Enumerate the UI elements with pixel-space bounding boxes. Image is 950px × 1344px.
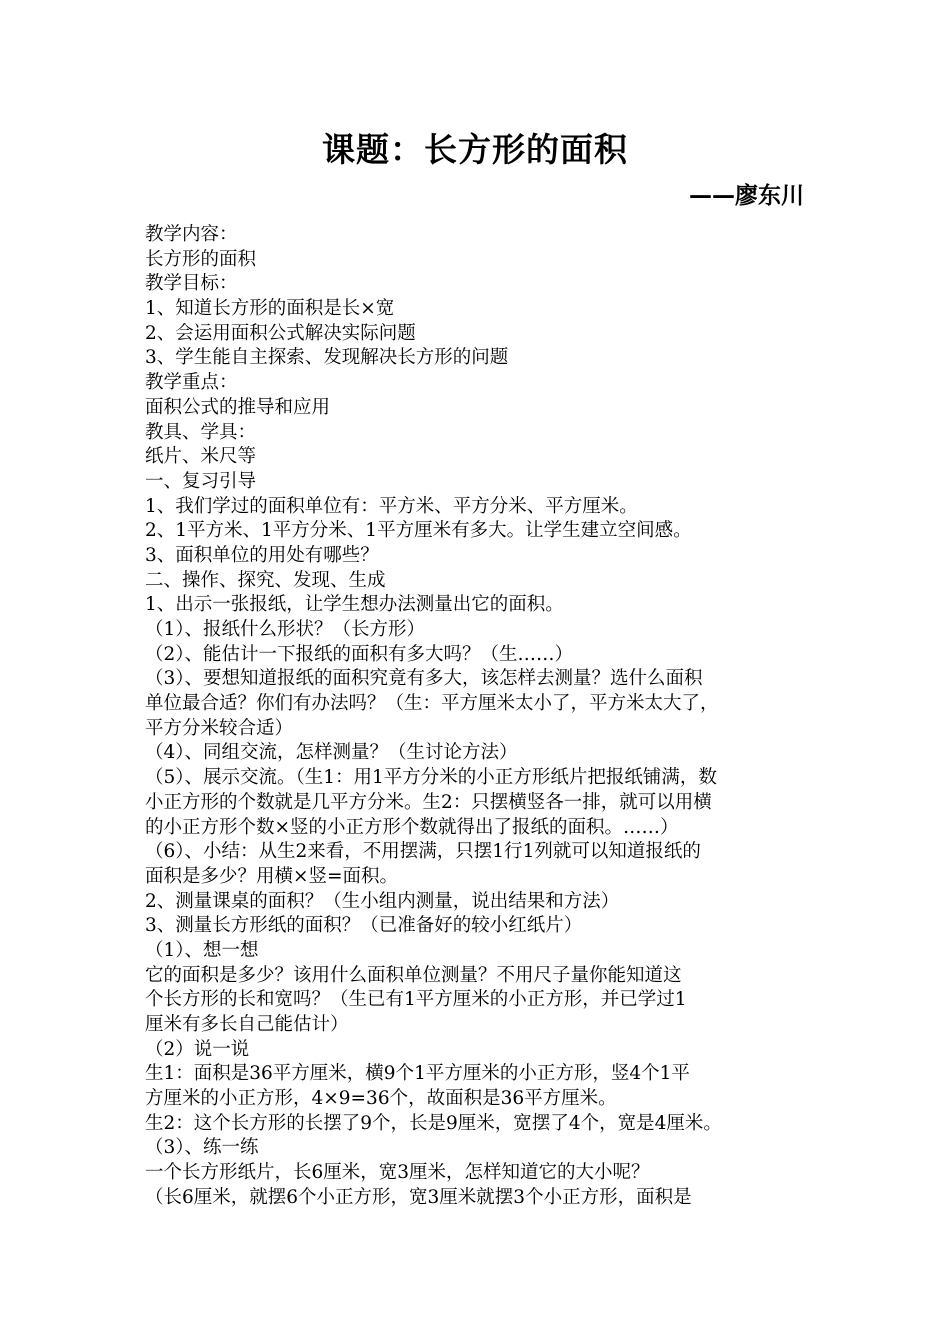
body-line: 2、会运用面积公式解决实际问题 — [145, 322, 416, 344]
body-line: 教学重点： — [145, 372, 238, 394]
body-line: 1、出示一张报纸，让学生想办法测量出它的面积。 — [145, 594, 564, 616]
document-title: 课题：长方形的面积 — [322, 130, 628, 169]
body-line: 平方分米较合适） — [145, 717, 294, 739]
body-line: 一个长方形纸片，长6厘米，宽3厘米，怎样知道它的大小呢？ — [145, 1162, 650, 1184]
body-line: 厘米有多长自己能估计） — [145, 1014, 349, 1035]
body-line: 3、学生能自主探索、发现解决长方形的问题 — [145, 347, 509, 369]
body-line: 单位最合适？你们有办法吗？（生：平方厘米太小了，平方米太大了， — [145, 693, 719, 715]
body-line: （6）、小结：从生2来看，不用摆满，只摆1行1列就可以知道报纸的 — [145, 841, 701, 863]
body-line: 2、测量课桌的面积？（生小组内测量，说出结果和方法） — [145, 890, 620, 912]
body-line: （3）、练一练 — [145, 1137, 259, 1159]
body-line: （1）、报纸什么形状？（长方形） — [145, 619, 426, 640]
body-line: 1、我们学过的面积单位有：平方米、平方分米、平方厘米。 — [145, 495, 638, 517]
body-line: （1）、想一想 — [145, 939, 259, 961]
body-line: 长方形的面积 — [145, 248, 257, 270]
body-line: （5）、展示交流。（生1：用1平方分米的小正方形纸片把报纸铺满，数 — [145, 767, 717, 789]
body-line: 二、操作、探究、发现、生成 — [145, 569, 386, 591]
body-line: 一、复习引导 — [145, 470, 257, 492]
body-line: 纸片、米尺等 — [145, 446, 257, 468]
body-line: （长6厘米，就摆6个小正方形，宽3厘米就摆3个小正方形，面积是 — [145, 1186, 692, 1208]
body-line: （3）、要想知道报纸的面积究竟有多大，该怎样去测量？选什么面积 — [145, 668, 703, 690]
body-line: （4）、同组交流，怎样测量？（生讨论方法） — [145, 742, 518, 764]
body-line: 小正方形的个数就是几平方分米。生2：只摆横竖各一排，就可以用横 — [145, 791, 712, 813]
body-line: 的小正方形个数×竖的小正方形个数就得出了报纸的面积。……） — [145, 816, 679, 838]
document-author: ——廖东川 — [689, 183, 804, 209]
document-body — [145, 223, 815, 1211]
body-line: 方厘米的小正方形，4×9=36个，故面积是36平方厘米。 — [145, 1088, 617, 1110]
body-line: 3、面积单位的用处有哪些？ — [145, 544, 379, 566]
body-line: 教具、学具： — [145, 421, 257, 443]
body-line: 面积是多少？用横×竖=面积。 — [145, 865, 399, 887]
body-line: 生1：面积是36平方厘米，横9个1平方厘米的小正方形，竖4个1平 — [145, 1063, 690, 1085]
body-line: 1、知道长方形的面积是长×宽 — [145, 298, 395, 320]
body-line: 个长方形的长和宽吗？（生已有1平方厘米的小正方形，并已学过1 — [145, 989, 687, 1011]
body-line: 教学内容： — [145, 224, 238, 245]
body-line: 生2：这个长方形的长摆了9个，长是9厘米，宽摆了4个，宽是4厘米。 — [145, 1112, 722, 1134]
body-line: （2）、能估计一下报纸的面积有多大吗？（生……） — [145, 643, 574, 665]
body-line: （2）说一说 — [145, 1038, 250, 1060]
body-line: 面积公式的推导和应用 — [145, 396, 331, 418]
body-line: 2、1平方米、1平方分米、1平方厘米有多大。让学生建立空间感。 — [145, 520, 692, 542]
body-line: 教学目标： — [145, 273, 238, 295]
body-line: 它的面积是多少？该用什么面积单位测量？不用尺子量你能知道这 — [145, 964, 682, 986]
body-line: 3、测量长方形纸的面积？（已准备好的较小红纸片） — [145, 915, 583, 937]
